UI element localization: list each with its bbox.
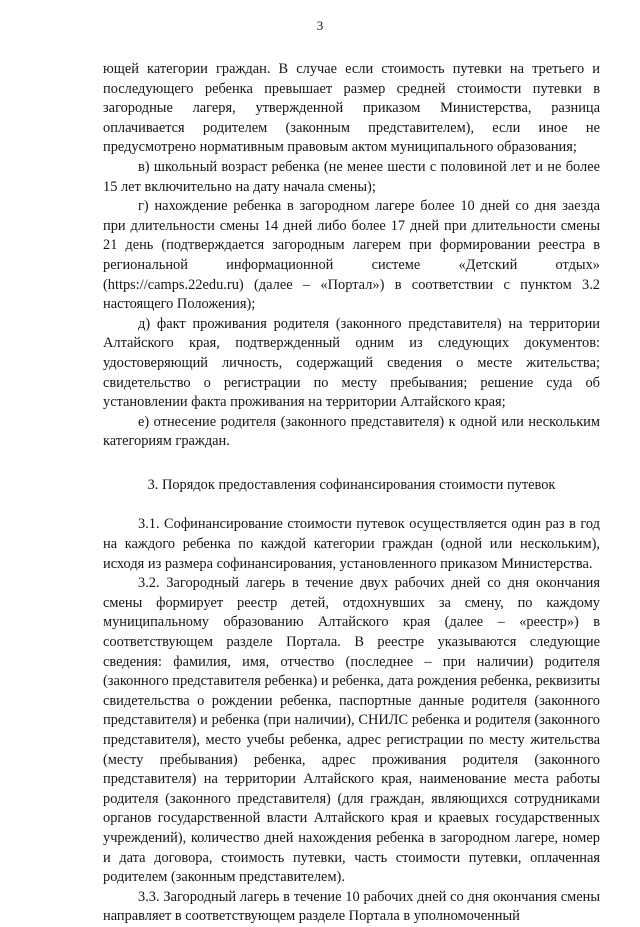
paragraph-continuation: ющей категории граждан. В случае если стоимость путевки на третьего и последующего ребенка превышает размер средней стоимости путевки в загородные лагеря, утвержденной приказом Министерства, разница оплачивается родителем (законным представителем), если иное не предусмотрено нормативным правовым актом муниципального образования;: [103, 61, 600, 156]
paragraph-3-2: 3.2. Загородный лагерь в течение двух рабочих дней со дня окончания смены формирует реестр детей, отдохнувших за смену, по каждому муниципальному образованию Алтайского края (далее – «реестр») в соответствующем разделе Портала. В реестре указываются следующие сведения: фамилия, имя, отчество (последнее – при наличии) родителя (законного представителя ребенка) и ребенка, дата рождения ребенка, реквизиты свидетельства о рождении ребенка, паспортные данные родителя (законного представителя) и ребенка (при наличии), СНИЛС ребенка и родителя (законного представителя), место учебы ребенка, адрес регистрации по месту жительства (месту пребывания) ребенка, адрес проживания родителя (законного представителя) на территории Алтайского края, наименование места работы родителя (законного представителя) (для граждан, являющихся сотрудниками органов государственной власти Алтайского края и краевых государственных учреждений), количество дней нахождения ребенка в загородном лагере, номер и дата договора, стоимость путевки, часть стоимости путевки, оплаченная родителем (законным представителем).: [103, 575, 600, 886]
paragraph-item-v: в) школьный возраст ребенка (не менее шести с половиной лет и не более 15 лет включительно на дату начала смены);: [103, 158, 600, 195]
paragraph-3-3: 3.3. Загородный лагерь в течение 10 рабочих дней со дня окончания смены направляет в соответствующем разделе Портала в уполномоченный: [103, 888, 600, 925]
page-number: 3: [316, 18, 324, 33]
paragraph-item-d: д) факт проживания родителя (законного представителя) на территории Алтайского края, подтвержденный одним из следующих документов: удостоверяющий личность, содержащий сведения о месте жительства; свидетельство о регистрации по месту пребывания; решение суда об установлении факта проживания на территории Алтайского края;: [103, 315, 600, 411]
paragraph-item-e: е) отнесение родителя (законного представителя) к одной или нескольким категориям граждан.: [103, 413, 600, 450]
paragraph-3-1: 3.1. Софинансирование стоимости путевок осуществляется один раз в год на каждого ребенка по каждой категории граждан (одной или нескольким), исходя из размера софинансирования, установленного приказом Министерства.: [103, 516, 600, 572]
section-heading: 3. Порядок предоставления софинансирования стоимости путевок: [147, 476, 556, 493]
document-body: [103, 60, 600, 927]
paragraph-item-g: г) нахождение ребенка в загородном лагере более 10 дней со дня заезда при длительности смены 14 дней либо более 17 дней при длительности смены 21 день (подтверждается загородным лагерем при формировании реестра в региональной информационной системе «Детский отдых» (https://camps.22edu.ru) (далее – «Портал») в соответствии с пунктом 3.2 настоящего Положения);: [103, 198, 600, 313]
